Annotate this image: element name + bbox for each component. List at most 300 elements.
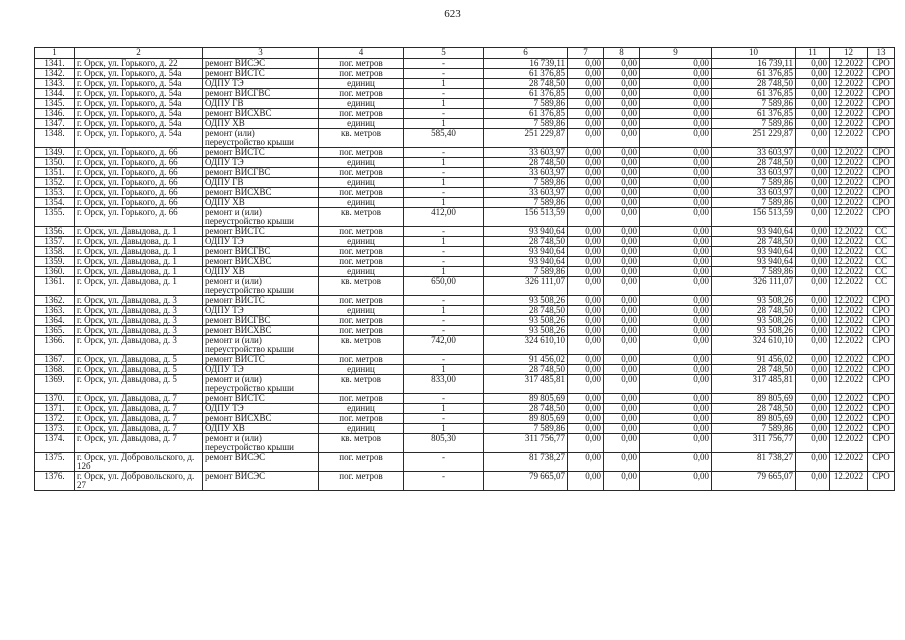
col11-cell: 0,00 bbox=[796, 296, 830, 306]
table-row bbox=[35, 208, 895, 227]
col9-cell: 0,00 bbox=[640, 99, 712, 109]
col8-cell: 0,00 bbox=[604, 257, 640, 267]
col10-cell: 7 589,86 bbox=[712, 99, 796, 109]
date-cell: 12.2022 bbox=[830, 158, 868, 168]
work-type-cell: ремонт ВИСЭС bbox=[203, 59, 319, 69]
table-row bbox=[35, 188, 895, 198]
page-number: 623 bbox=[444, 8, 461, 20]
table-row bbox=[35, 129, 895, 148]
col9-cell: 0,00 bbox=[640, 336, 712, 355]
work-type-cell: ремонт ВИСТС bbox=[203, 227, 319, 237]
col10-cell: 89 805,69 bbox=[712, 414, 796, 424]
total-cost-cell: 28 748,50 bbox=[484, 237, 568, 247]
col10-cell: 61 376,85 bbox=[712, 89, 796, 99]
unit-cell: единиц bbox=[319, 424, 404, 434]
unit-cell: пог. метров bbox=[319, 257, 404, 267]
total-cost-cell: 33 603,97 bbox=[484, 148, 568, 158]
col8-cell: 0,00 bbox=[604, 59, 640, 69]
address-cell: г. Орск, ул. Горького, д. 22 bbox=[75, 59, 203, 69]
col10-cell: 93 508,26 bbox=[712, 316, 796, 326]
col10-cell: 311 756,77 bbox=[712, 434, 796, 453]
date-cell: 12.2022 bbox=[830, 306, 868, 316]
col7-cell: 0,00 bbox=[568, 99, 604, 109]
quantity-cell: 1 bbox=[404, 306, 484, 316]
col10-cell: 156 513,59 bbox=[712, 208, 796, 227]
date-cell: 12.2022 bbox=[830, 79, 868, 89]
column-header: 4 bbox=[319, 48, 404, 59]
address-cell: г. Орск, ул. Давыдова, д. 5 bbox=[75, 355, 203, 365]
table-row bbox=[35, 257, 895, 267]
work-type-cell: ОДПУ ГВ bbox=[203, 99, 319, 109]
col7-cell: 0,00 bbox=[568, 306, 604, 316]
work-type-cell: ремонт ВИСТС bbox=[203, 296, 319, 306]
quantity-cell: - bbox=[404, 168, 484, 178]
col7-cell: 0,00 bbox=[568, 414, 604, 424]
col11-cell: 0,00 bbox=[796, 316, 830, 326]
address-cell: г. Орск, ул. Давыдова, д. 1 bbox=[75, 247, 203, 257]
work-type-cell: ремонт и (или) переустройство крыши bbox=[203, 336, 319, 355]
unit-cell: пог. метров bbox=[319, 247, 404, 257]
work-type-cell: ОДПУ ТЭ bbox=[203, 79, 319, 89]
unit-cell: пог. метров bbox=[319, 414, 404, 424]
date-cell: 12.2022 bbox=[830, 247, 868, 257]
col10-cell: 93 940,64 bbox=[712, 257, 796, 267]
row-number: 1372. bbox=[35, 414, 75, 424]
row-number: 1366. bbox=[35, 336, 75, 355]
address-cell: г. Орск, ул. Горького, д. 54а bbox=[75, 129, 203, 148]
col11-cell: 0,00 bbox=[796, 198, 830, 208]
col10-cell: 7 589,86 bbox=[712, 178, 796, 188]
quantity-cell: - bbox=[404, 188, 484, 198]
col8-cell: 0,00 bbox=[604, 158, 640, 168]
total-cost-cell: 28 748,50 bbox=[484, 306, 568, 316]
address-cell: г. Орск, ул. Давыдова, д. 5 bbox=[75, 365, 203, 375]
date-cell: 12.2022 bbox=[830, 336, 868, 355]
col8-cell: 0,00 bbox=[604, 434, 640, 453]
table-row bbox=[35, 99, 895, 109]
row-number: 1343. bbox=[35, 79, 75, 89]
col10-cell: 317 485,81 bbox=[712, 375, 796, 394]
unit-cell: кв. метров bbox=[319, 277, 404, 296]
date-cell: 12.2022 bbox=[830, 59, 868, 69]
col11-cell: 0,00 bbox=[796, 109, 830, 119]
col8-cell: 0,00 bbox=[604, 198, 640, 208]
col9-cell: 0,00 bbox=[640, 453, 712, 472]
total-cost-cell: 7 589,86 bbox=[484, 178, 568, 188]
address-cell: г. Орск, ул. Давыдова, д. 1 bbox=[75, 277, 203, 296]
unit-cell: пог. метров bbox=[319, 188, 404, 198]
col11-cell: 0,00 bbox=[796, 267, 830, 277]
quantity-cell: - bbox=[404, 59, 484, 69]
col10-cell: 28 748,50 bbox=[712, 404, 796, 414]
table-row bbox=[35, 424, 895, 434]
date-cell: 12.2022 bbox=[830, 277, 868, 296]
address-cell: г. Орск, ул. Горького, д. 66 bbox=[75, 198, 203, 208]
col9-cell: 0,00 bbox=[640, 168, 712, 178]
address-cell: г. Орск, ул. Давыдова, д. 7 bbox=[75, 434, 203, 453]
header-row bbox=[35, 48, 895, 59]
total-cost-cell: 93 508,26 bbox=[484, 316, 568, 326]
table-row bbox=[35, 237, 895, 247]
work-type-cell: ремонт (или) переустройство крыши bbox=[203, 129, 319, 148]
col11-cell: 0,00 bbox=[796, 237, 830, 247]
quantity-cell: - bbox=[404, 316, 484, 326]
col8-cell: 0,00 bbox=[604, 89, 640, 99]
col7-cell: 0,00 bbox=[568, 109, 604, 119]
table-row bbox=[35, 69, 895, 79]
address-cell: г. Орск, ул. Горького, д. 54а bbox=[75, 109, 203, 119]
col8-cell: 0,00 bbox=[604, 227, 640, 237]
work-type-cell: ремонт ВИСХВС bbox=[203, 188, 319, 198]
col10-cell: 326 111,07 bbox=[712, 277, 796, 296]
col10-cell: 16 739,11 bbox=[712, 59, 796, 69]
table-body bbox=[35, 59, 895, 491]
total-cost-cell: 61 376,85 bbox=[484, 69, 568, 79]
address-cell: г. Орск, ул. Горького, д. 66 bbox=[75, 178, 203, 188]
unit-cell: единиц bbox=[319, 158, 404, 168]
col7-cell: 0,00 bbox=[568, 89, 604, 99]
col10-cell: 33 603,97 bbox=[712, 188, 796, 198]
col8-cell: 0,00 bbox=[604, 69, 640, 79]
total-cost-cell: 7 589,86 bbox=[484, 119, 568, 129]
row-number: 1368. bbox=[35, 365, 75, 375]
column-header: 12 bbox=[830, 48, 868, 59]
col9-cell: 0,00 bbox=[640, 109, 712, 119]
register-table bbox=[34, 47, 895, 491]
col9-cell: 0,00 bbox=[640, 316, 712, 326]
total-cost-cell: 93 940,64 bbox=[484, 247, 568, 257]
date-cell: 12.2022 bbox=[830, 316, 868, 326]
col10-cell: 79 665,07 bbox=[712, 472, 796, 491]
col9-cell: 0,00 bbox=[640, 267, 712, 277]
total-cost-cell: 156 513,59 bbox=[484, 208, 568, 227]
quantity-cell: 1 bbox=[404, 178, 484, 188]
unit-cell: пог. метров bbox=[319, 453, 404, 472]
col7-cell: 0,00 bbox=[568, 247, 604, 257]
work-type-cell: ремонт ВИСХВС bbox=[203, 109, 319, 119]
col11-cell: 0,00 bbox=[796, 99, 830, 109]
col9-cell: 0,00 bbox=[640, 404, 712, 414]
col7-cell: 0,00 bbox=[568, 296, 604, 306]
row-number: 1342. bbox=[35, 69, 75, 79]
table-row bbox=[35, 198, 895, 208]
col11-cell: 0,00 bbox=[796, 257, 830, 267]
unit-cell: пог. метров bbox=[319, 109, 404, 119]
date-cell: 12.2022 bbox=[830, 69, 868, 79]
table-row bbox=[35, 414, 895, 424]
unit-cell: пог. метров bbox=[319, 168, 404, 178]
col7-cell: 0,00 bbox=[568, 404, 604, 414]
address-cell: г. Орск, ул. Давыдова, д. 1 bbox=[75, 257, 203, 267]
total-cost-cell: 324 610,10 bbox=[484, 336, 568, 355]
table-row bbox=[35, 168, 895, 178]
quantity-cell: 805,30 bbox=[404, 434, 484, 453]
source-cell: СРО bbox=[868, 158, 895, 168]
source-cell: СРО bbox=[868, 69, 895, 79]
unit-cell: пог. метров bbox=[319, 69, 404, 79]
row-number: 1348. bbox=[35, 129, 75, 148]
date-cell: 12.2022 bbox=[830, 129, 868, 148]
col9-cell: 0,00 bbox=[640, 237, 712, 247]
work-type-cell: ремонт и (или) переустройство крыши bbox=[203, 434, 319, 453]
work-type-cell: ОДПУ ХВ bbox=[203, 198, 319, 208]
total-cost-cell: 33 603,97 bbox=[484, 168, 568, 178]
col9-cell: 0,00 bbox=[640, 306, 712, 316]
col11-cell: 0,00 bbox=[796, 129, 830, 148]
col8-cell: 0,00 bbox=[604, 247, 640, 257]
row-number: 1367. bbox=[35, 355, 75, 365]
unit-cell: единиц bbox=[319, 119, 404, 129]
col8-cell: 0,00 bbox=[604, 394, 640, 404]
col8-cell: 0,00 bbox=[604, 79, 640, 89]
date-cell: 12.2022 bbox=[830, 365, 868, 375]
col9-cell: 0,00 bbox=[640, 148, 712, 158]
unit-cell: единиц bbox=[319, 365, 404, 375]
quantity-cell: - bbox=[404, 326, 484, 336]
col11-cell: 0,00 bbox=[796, 336, 830, 355]
row-number: 1363. bbox=[35, 306, 75, 316]
total-cost-cell: 93 940,64 bbox=[484, 257, 568, 267]
col9-cell: 0,00 bbox=[640, 69, 712, 79]
col7-cell: 0,00 bbox=[568, 267, 604, 277]
col8-cell: 0,00 bbox=[604, 306, 640, 316]
unit-cell: пог. метров bbox=[319, 472, 404, 491]
source-cell: СС bbox=[868, 237, 895, 247]
column-header: 6 bbox=[484, 48, 568, 59]
unit-cell: единиц bbox=[319, 306, 404, 316]
total-cost-cell: 93 508,26 bbox=[484, 296, 568, 306]
col8-cell: 0,00 bbox=[604, 355, 640, 365]
col9-cell: 0,00 bbox=[640, 119, 712, 129]
address-cell: г. Орск, ул. Давыдова, д. 1 bbox=[75, 267, 203, 277]
col7-cell: 0,00 bbox=[568, 472, 604, 491]
total-cost-cell: 28 748,50 bbox=[484, 158, 568, 168]
col9-cell: 0,00 bbox=[640, 158, 712, 168]
col9-cell: 0,00 bbox=[640, 277, 712, 296]
date-cell: 12.2022 bbox=[830, 326, 868, 336]
work-type-cell: ремонт ВИСГВС bbox=[203, 316, 319, 326]
date-cell: 12.2022 bbox=[830, 453, 868, 472]
source-cell: СРО bbox=[868, 129, 895, 148]
quantity-cell: 1 bbox=[404, 424, 484, 434]
col8-cell: 0,00 bbox=[604, 119, 640, 129]
row-number: 1354. bbox=[35, 198, 75, 208]
address-cell: г. Орск, ул. Давыдова, д. 7 bbox=[75, 404, 203, 414]
table-row bbox=[35, 178, 895, 188]
quantity-cell: 650,00 bbox=[404, 277, 484, 296]
col11-cell: 0,00 bbox=[796, 188, 830, 198]
col9-cell: 0,00 bbox=[640, 198, 712, 208]
col9-cell: 0,00 bbox=[640, 89, 712, 99]
col10-cell: 28 748,50 bbox=[712, 306, 796, 316]
col7-cell: 0,00 bbox=[568, 119, 604, 129]
address-cell: г. Орск, ул. Давыдова, д. 1 bbox=[75, 227, 203, 237]
row-number: 1357. bbox=[35, 237, 75, 247]
quantity-cell: - bbox=[404, 227, 484, 237]
col8-cell: 0,00 bbox=[604, 99, 640, 109]
quantity-cell: 1 bbox=[404, 119, 484, 129]
col11-cell: 0,00 bbox=[796, 306, 830, 316]
col9-cell: 0,00 bbox=[640, 208, 712, 227]
total-cost-cell: 79 665,07 bbox=[484, 472, 568, 491]
unit-cell: пог. метров bbox=[319, 394, 404, 404]
col10-cell: 251 229,87 bbox=[712, 129, 796, 148]
table-row bbox=[35, 326, 895, 336]
row-number: 1352. bbox=[35, 178, 75, 188]
source-cell: СС bbox=[868, 267, 895, 277]
quantity-cell: - bbox=[404, 472, 484, 491]
col9-cell: 0,00 bbox=[640, 326, 712, 336]
table-row bbox=[35, 296, 895, 306]
col10-cell: 7 589,86 bbox=[712, 198, 796, 208]
address-cell: г. Орск, ул. Давыдова, д. 3 bbox=[75, 336, 203, 355]
date-cell: 12.2022 bbox=[830, 267, 868, 277]
col7-cell: 0,00 bbox=[568, 375, 604, 394]
total-cost-cell: 33 603,97 bbox=[484, 188, 568, 198]
table-row bbox=[35, 375, 895, 394]
date-cell: 12.2022 bbox=[830, 414, 868, 424]
row-number: 1375. bbox=[35, 453, 75, 472]
source-cell: СРО bbox=[868, 394, 895, 404]
date-cell: 12.2022 bbox=[830, 198, 868, 208]
quantity-cell: - bbox=[404, 89, 484, 99]
col11-cell: 0,00 bbox=[796, 59, 830, 69]
unit-cell: пог. метров bbox=[319, 296, 404, 306]
col11-cell: 0,00 bbox=[796, 227, 830, 237]
source-cell: СРО bbox=[868, 188, 895, 198]
col11-cell: 0,00 bbox=[796, 277, 830, 296]
table-row bbox=[35, 472, 895, 491]
table-row bbox=[35, 277, 895, 296]
col8-cell: 0,00 bbox=[604, 208, 640, 227]
quantity-cell: - bbox=[404, 296, 484, 306]
col8-cell: 0,00 bbox=[604, 277, 640, 296]
unit-cell: кв. метров bbox=[319, 375, 404, 394]
work-type-cell: ОДПУ ТЭ bbox=[203, 237, 319, 247]
source-cell: СРО bbox=[868, 198, 895, 208]
col8-cell: 0,00 bbox=[604, 336, 640, 355]
col10-cell: 93 508,26 bbox=[712, 296, 796, 306]
address-cell: г. Орск, ул. Давыдова, д. 3 bbox=[75, 326, 203, 336]
col11-cell: 0,00 bbox=[796, 158, 830, 168]
address-cell: г. Орск, ул. Горького, д. 66 bbox=[75, 158, 203, 168]
unit-cell: пог. метров bbox=[319, 316, 404, 326]
table-row bbox=[35, 394, 895, 404]
row-number: 1373. bbox=[35, 424, 75, 434]
col8-cell: 0,00 bbox=[604, 326, 640, 336]
col9-cell: 0,00 bbox=[640, 365, 712, 375]
date-cell: 12.2022 bbox=[830, 404, 868, 414]
date-cell: 12.2022 bbox=[830, 472, 868, 491]
source-cell: СРО bbox=[868, 119, 895, 129]
col10-cell: 7 589,86 bbox=[712, 267, 796, 277]
source-cell: СРО bbox=[868, 79, 895, 89]
col8-cell: 0,00 bbox=[604, 365, 640, 375]
work-type-cell: ОДПУ ТЭ bbox=[203, 404, 319, 414]
unit-cell: пог. метров bbox=[319, 59, 404, 69]
work-type-cell: ремонт ВИСЭС bbox=[203, 453, 319, 472]
row-number: 1374. bbox=[35, 434, 75, 453]
source-cell: СРО bbox=[868, 59, 895, 69]
date-cell: 12.2022 bbox=[830, 99, 868, 109]
source-cell: СРО bbox=[868, 414, 895, 424]
source-cell: СС bbox=[868, 227, 895, 237]
table-row bbox=[35, 59, 895, 69]
work-type-cell: ОДПУ ТЭ bbox=[203, 365, 319, 375]
unit-cell: кв. метров bbox=[319, 208, 404, 227]
unit-cell: единиц bbox=[319, 99, 404, 109]
col11-cell: 0,00 bbox=[796, 79, 830, 89]
col10-cell: 7 589,86 bbox=[712, 119, 796, 129]
col11-cell: 0,00 bbox=[796, 355, 830, 365]
unit-cell: пог. метров bbox=[319, 227, 404, 237]
row-number: 1345. bbox=[35, 99, 75, 109]
work-type-cell: ремонт ВИСТС bbox=[203, 355, 319, 365]
source-cell: СРО bbox=[868, 99, 895, 109]
work-type-cell: ремонт ВИСЭС bbox=[203, 472, 319, 491]
source-cell: СРО bbox=[868, 375, 895, 394]
work-type-cell: ОДПУ ГВ bbox=[203, 178, 319, 188]
col10-cell: 28 748,50 bbox=[712, 237, 796, 247]
column-header: 1 bbox=[35, 48, 75, 59]
col7-cell: 0,00 bbox=[568, 257, 604, 267]
column-header: 9 bbox=[640, 48, 712, 59]
unit-cell: единиц bbox=[319, 178, 404, 188]
total-cost-cell: 28 748,50 bbox=[484, 404, 568, 414]
col8-cell: 0,00 bbox=[604, 267, 640, 277]
col10-cell: 89 805,69 bbox=[712, 394, 796, 404]
col9-cell: 0,00 bbox=[640, 257, 712, 267]
unit-cell: единиц bbox=[319, 79, 404, 89]
work-type-cell: ремонт ВИСГВС bbox=[203, 168, 319, 178]
col8-cell: 0,00 bbox=[604, 237, 640, 247]
col10-cell: 93 940,64 bbox=[712, 227, 796, 237]
row-number: 1376. bbox=[35, 472, 75, 491]
total-cost-cell: 311 756,77 bbox=[484, 434, 568, 453]
date-cell: 12.2022 bbox=[830, 178, 868, 188]
col11-cell: 0,00 bbox=[796, 424, 830, 434]
unit-cell: пог. метров bbox=[319, 148, 404, 158]
col7-cell: 0,00 bbox=[568, 79, 604, 89]
table-row bbox=[35, 119, 895, 129]
source-cell: СРО bbox=[868, 306, 895, 316]
address-cell: г. Орск, ул. Горького, д. 54а bbox=[75, 69, 203, 79]
work-type-cell: ОДПУ ХВ bbox=[203, 267, 319, 277]
col10-cell: 91 456,02 bbox=[712, 355, 796, 365]
col7-cell: 0,00 bbox=[568, 316, 604, 326]
table-row bbox=[35, 365, 895, 375]
address-cell: г. Орск, ул. Горького, д. 54а bbox=[75, 79, 203, 89]
col8-cell: 0,00 bbox=[604, 148, 640, 158]
col7-cell: 0,00 bbox=[568, 158, 604, 168]
work-type-cell: ОДПУ ХВ bbox=[203, 119, 319, 129]
col9-cell: 0,00 bbox=[640, 129, 712, 148]
table-row bbox=[35, 404, 895, 414]
source-cell: СРО bbox=[868, 148, 895, 158]
quantity-cell: 1 bbox=[404, 404, 484, 414]
address-cell: г. Орск, ул. Давыдова, д. 1 bbox=[75, 237, 203, 247]
table-row bbox=[35, 453, 895, 472]
table-row bbox=[35, 434, 895, 453]
col10-cell: 61 376,85 bbox=[712, 69, 796, 79]
total-cost-cell: 7 589,86 bbox=[484, 99, 568, 109]
row-number: 1360. bbox=[35, 267, 75, 277]
source-cell: СРО bbox=[868, 316, 895, 326]
date-cell: 12.2022 bbox=[830, 89, 868, 99]
work-type-cell: ремонт ВИСХВС bbox=[203, 414, 319, 424]
col7-cell: 0,00 bbox=[568, 326, 604, 336]
unit-cell: кв. метров bbox=[319, 434, 404, 453]
